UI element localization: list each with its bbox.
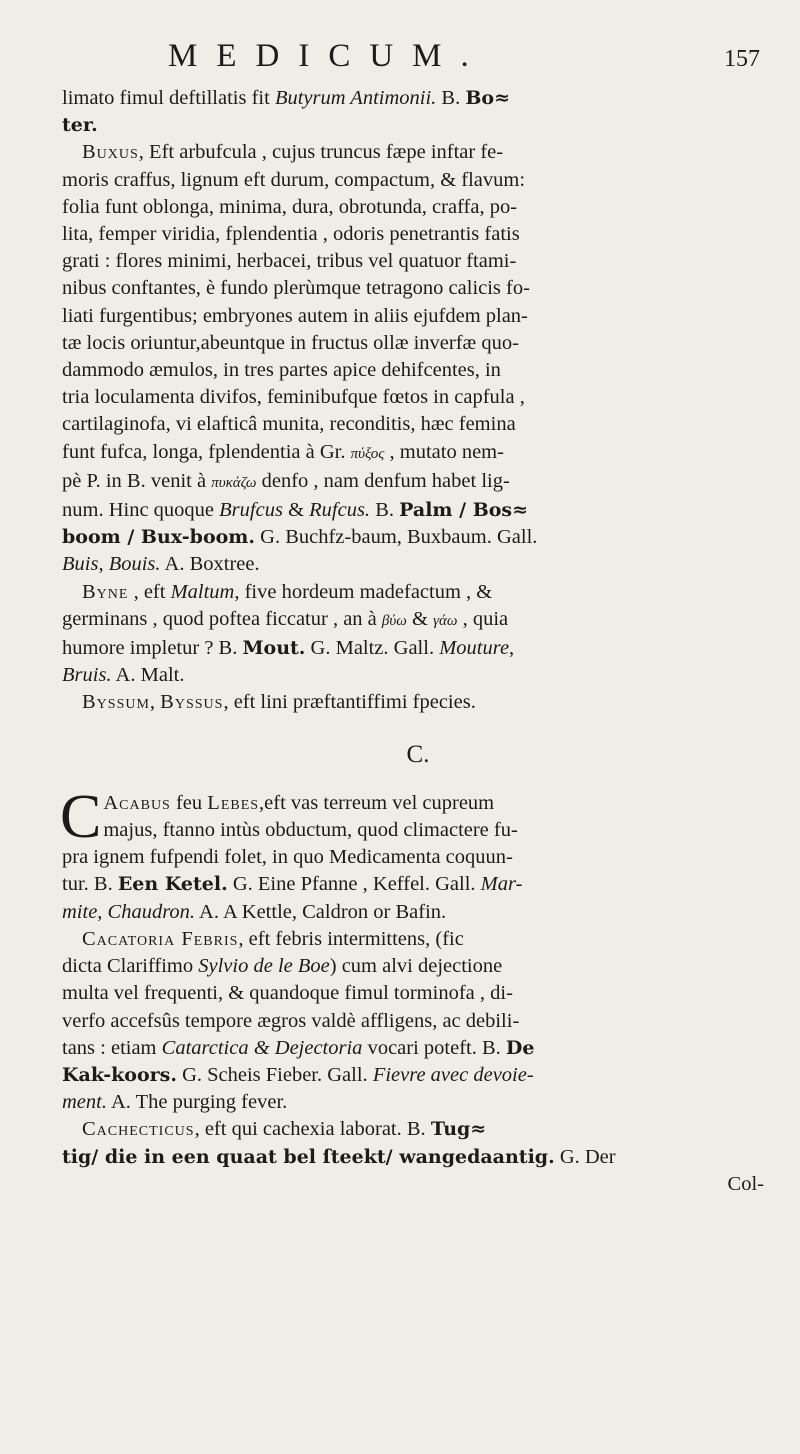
text-line	[62, 1089, 774, 1116]
greek-term: πυκάζω	[211, 474, 257, 491]
text-line	[62, 662, 774, 689]
headword: Byssus	[160, 691, 224, 714]
text-run: moris craffus, lignum eft durum, compactum, & flavum:	[62, 168, 526, 191]
text-run: B.	[370, 499, 400, 522]
blackletter-term: boom / Bux-boom.	[62, 526, 256, 549]
running-head	[0, 38, 800, 78]
text-run: G. Eine Pfanne , Keffel. Gall.	[227, 873, 481, 896]
text-run: ) cum alvi dejectione	[329, 955, 503, 978]
text-run: ,	[149, 691, 161, 714]
text-line	[62, 551, 774, 578]
blackletter-term: Bo≈	[465, 87, 511, 109]
text-run: , quia	[457, 607, 509, 630]
text-run: G. Buchfz-baum, Buxbaum. Gall.	[255, 526, 538, 549]
text-line	[62, 844, 774, 871]
text-run: tria loculamenta divifos, feminibufque fœtos in capfula ,	[62, 386, 525, 409]
italic-term: Mar-	[480, 873, 523, 896]
text-run: &	[406, 607, 434, 630]
text-run: A. Malt.	[111, 664, 185, 687]
text-line	[62, 689, 774, 716]
text-run: , eft qui cachexia laborat. B.	[194, 1118, 431, 1141]
blackletter-term: De	[505, 1036, 535, 1059]
text-line	[62, 357, 774, 384]
text-run: A. Boxtree.	[160, 553, 260, 576]
text-line	[62, 524, 774, 551]
drop-cap: C	[60, 782, 102, 851]
blackletter-term: ter.	[62, 114, 98, 137]
headword: Cacatoria Febris	[82, 927, 239, 950]
italic-term: Fievre avec devoie-	[372, 1063, 534, 1086]
text-run: &	[282, 499, 310, 522]
text-line	[62, 817, 774, 844]
text-line	[62, 468, 774, 497]
text-run: , eft	[128, 580, 171, 603]
blackletter-term: Mout.	[242, 637, 306, 660]
text-run: vocari poteft. B.	[362, 1036, 506, 1059]
text-run: funt fufca, longa, fplendentia à Gr.	[62, 440, 351, 463]
text-line	[62, 790, 774, 817]
blackletter-term: Kak-koors.	[62, 1063, 177, 1086]
text-run: ,	[98, 553, 109, 576]
catchword: Col-	[727, 1172, 764, 1195]
headword: Byne	[82, 580, 129, 603]
dictionary-entry	[62, 139, 774, 578]
text-line	[62, 606, 774, 635]
italic-term: Catarctica & Dejectoria	[161, 1036, 363, 1059]
text-run: germinans , quod poftea ficcatur , an à	[62, 607, 382, 630]
text-line	[62, 139, 774, 166]
page-number: 157	[724, 46, 760, 72]
text-line	[62, 112, 774, 139]
text-run: tæ locis oriuntur,abeuntque in fructus ollæ inverfæ quo-	[62, 331, 519, 354]
greek-term: γάω	[433, 612, 458, 629]
text-run: B.	[436, 87, 466, 109]
italic-term: mite	[62, 900, 98, 923]
section-letter: C.	[406, 740, 430, 768]
italic-term: Buis	[62, 553, 99, 576]
text-run: nibus conftantes, è fundo plerùmque tetragono calicis fo-	[62, 277, 530, 300]
text-line	[62, 411, 774, 438]
text-run: , eft lini præftantiffimi fpecies.	[223, 691, 476, 714]
text-run: denfo , nam denfum habet lig-	[256, 469, 510, 492]
italic-term: Rufcus.	[309, 499, 371, 522]
text-line	[62, 1116, 774, 1143]
text-line	[62, 980, 774, 1007]
dictionary-entry	[62, 689, 774, 716]
dictionary-entry	[62, 1116, 774, 1170]
text-line	[62, 275, 774, 302]
text-run: verfo accefsûs tempore ægros valdè affligens, ac debili-	[62, 1009, 520, 1032]
text-line	[62, 953, 774, 980]
dictionary-entry	[62, 926, 774, 1116]
text-line	[62, 1144, 774, 1171]
dictionary-entry	[62, 579, 774, 690]
text-run: limato fimul deftillatis fit	[62, 87, 275, 109]
text-line	[62, 85, 774, 112]
headword: Buxus	[82, 141, 139, 164]
headword: Byssum	[82, 691, 150, 714]
dictionary-entry	[60, 782, 774, 926]
text-line	[62, 1008, 774, 1035]
text-run: ,eft vas terreum vel cupreum	[259, 791, 495, 814]
text-run: feu	[170, 791, 208, 814]
text-line	[62, 871, 774, 898]
text-line	[62, 635, 774, 662]
text-run: G. Scheis Fieber. Gall.	[176, 1063, 373, 1086]
entries-letter-c	[60, 782, 774, 1171]
text-line	[62, 194, 774, 221]
running-title: MEDICUM.	[168, 38, 488, 74]
body-text	[62, 85, 774, 1198]
italic-term: Butyrum Antimonii.	[274, 87, 437, 109]
text-run: humore impletur ? B.	[62, 637, 243, 660]
text-run: lita, femper viridia, fplendentia , odoris penetrantis fatis	[62, 223, 520, 246]
text-run: folia funt oblonga, minima, dura, obrotunda, craffa, po-	[62, 195, 518, 218]
text-line	[62, 926, 774, 953]
text-run: pra ignem fufpendi folet, in quo Medicamenta coquun-	[62, 846, 513, 869]
text-run: liati furgentibus; embryones autem in aliis ejufdem plan-	[62, 304, 528, 327]
headword: Acabus	[103, 791, 171, 814]
headword: Lebes	[207, 791, 260, 814]
text-run: G. Der	[554, 1145, 616, 1168]
italic-term: Bouis.	[108, 553, 161, 576]
text-run: multa vel frequenti, & quandoque fimul torminofa , di-	[62, 982, 513, 1005]
text-line	[62, 439, 774, 468]
blackletter-term: Palm / Bos≈	[399, 499, 529, 522]
text-run: A. The purging fever.	[106, 1091, 288, 1114]
italic-term: Bruis.	[62, 664, 112, 687]
blackletter-term: Een Ketel.	[117, 873, 228, 896]
text-run: dammodo æmulos, in tres partes apice dehifcentes, in	[62, 359, 501, 382]
text-run: cartilaginofa, vi elafticâ munita, reconditis, hæc femina	[62, 413, 516, 436]
blackletter-term: Tug≈	[430, 1118, 487, 1141]
text-line	[62, 167, 774, 194]
italic-term: ment.	[62, 1091, 107, 1114]
text-line	[62, 579, 774, 606]
text-line	[62, 1062, 774, 1089]
text-run: tans : etiam	[62, 1036, 162, 1059]
italic-term: Brufcus	[219, 499, 283, 522]
text-run: ,	[97, 900, 108, 923]
text-run: A. A Kettle, Caldron or Bafin.	[195, 900, 447, 923]
headword: Cachecticus	[82, 1118, 195, 1141]
text-run: , mutato nem-	[384, 440, 504, 463]
text-run: grati : flores minimi, herbacei, tribus vel quatuor ftami-	[62, 250, 517, 273]
text-run: , Eft arbufcula , cujus truncus fæpe inftar fe-	[138, 141, 504, 164]
greek-term: πύξος	[350, 445, 385, 462]
entries-letter-b	[62, 85, 774, 717]
text-line	[62, 1035, 774, 1062]
text-line	[62, 248, 774, 275]
text-run: G. Maltz. Gall.	[305, 637, 440, 660]
italic-term: Mouture	[439, 637, 510, 660]
text-line	[62, 303, 774, 330]
text-line	[62, 221, 774, 248]
text-line	[62, 497, 774, 524]
italic-term: Maltum	[170, 580, 235, 603]
text-line	[62, 899, 774, 926]
text-run: tur. B.	[62, 873, 118, 896]
blackletter-term: tig/ die in een quaat bel ſteekt/ wangedaantig.	[62, 1145, 555, 1168]
text-run: , eft febris intermittens, (fic	[238, 927, 464, 950]
text-line	[62, 384, 774, 411]
italic-term: Sylvio de le Boe	[198, 955, 330, 978]
text-run: majus, ftanno intùs obductum, quod climactere fu-	[103, 819, 518, 842]
dictionary-entry	[62, 85, 774, 139]
text-run: ,	[509, 637, 515, 660]
text-line	[62, 330, 774, 357]
greek-term: βύω	[381, 612, 407, 629]
text-run: dicta Clariffimo	[62, 955, 199, 978]
italic-term: Chaudron.	[107, 900, 196, 923]
text-run: num. Hinc quoque	[62, 499, 220, 522]
text-run: pè P. in B. venit à	[62, 469, 212, 492]
text-run: , five hordeum madefactum , &	[234, 580, 493, 603]
